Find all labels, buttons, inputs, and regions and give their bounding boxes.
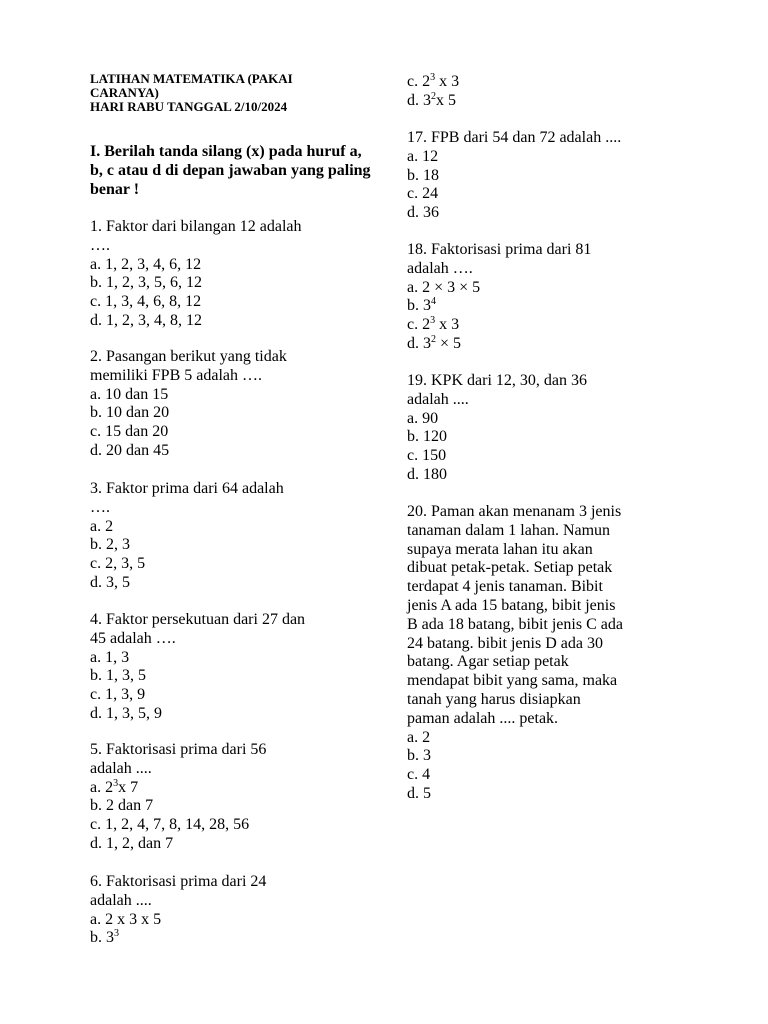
question-text: 24 batang. bibit jenis D ada 30 — [407, 634, 603, 652]
question-text: 3. Faktor prima dari 64 adalah — [90, 480, 284, 497]
option-a: a. 2 × 3 × 5 — [407, 278, 481, 296]
option-a: a. 2 — [90, 517, 114, 535]
question-text: terdapat 4 jenis tanaman. Bibit — [407, 578, 603, 596]
question-text: 6. Faktorisasi prima dari 24 — [90, 873, 267, 890]
question-5 — [90, 741, 266, 854]
option-c: c. 1, 2, 4, 7, 8, 14, 28, 56 — [90, 816, 250, 834]
option-d: d. 20 dan 45 — [90, 441, 170, 459]
option-c: c. $2^3$ x 3 — [407, 72, 460, 90]
question-text: 20. Paman akan menanam 3 jenis — [407, 503, 622, 520]
option-b: b. 3 — [407, 747, 431, 765]
header-date: HARI RABU TANGGAL 2/10/2024 — [90, 99, 288, 114]
option-c: c. 15 dan 20 — [90, 423, 169, 441]
question-text: supaya merata lahan itu akan — [407, 540, 593, 558]
question-text: 5. Faktorisasi prima dari 56 — [90, 741, 267, 758]
option-b: b. 1, 2, 3, 5, 6, 12 — [90, 274, 202, 292]
question-text: 2. Pasangan berikut yang tidak — [90, 348, 287, 365]
option-c: c. 1, 3, 9 — [90, 686, 146, 704]
option-b: b. 2, 3 — [90, 536, 130, 554]
option-d: d. 180 — [407, 465, 447, 483]
option-d: d. 5 — [407, 784, 431, 802]
question-text: adalah .... — [90, 759, 152, 777]
option-a: a. 90 — [407, 409, 439, 427]
question-text: 19. KPK dari 12, 30, dan 36 — [407, 372, 587, 389]
option-d: d. $3^2x$ 5 — [407, 90, 456, 109]
question-text: adalah .... — [90, 891, 152, 909]
question-text: 18. Faktorisasi prima dari 81 — [407, 241, 592, 258]
question-text: jenis A ada 15 batang, bibit jenis — [407, 596, 616, 614]
option-b: b. 1, 3, 5 — [90, 667, 146, 685]
question-text: 1. Faktor dari bilangan 12 adalah — [90, 218, 302, 235]
question-2 — [90, 348, 287, 461]
option-a: a. 1, 3 — [90, 648, 130, 666]
option-d: d. 36 — [407, 204, 439, 222]
question-6 — [90, 873, 266, 948]
option-a: a. 10 dan 15 — [90, 385, 169, 403]
option-b: b. 10 dan 20 — [90, 404, 170, 422]
option-d: d. 1, 2, dan 7 — [90, 834, 174, 852]
option-c: c. 4 — [407, 766, 431, 784]
question-text: memiliki FPB 5 adalah …. — [90, 366, 262, 384]
question-18 — [407, 241, 591, 354]
question-6-continued — [407, 73, 459, 111]
question-20 — [407, 503, 623, 804]
option-d: d. 1, 2, 3, 4, 8, 12 — [90, 311, 202, 329]
option-b: b. 2 dan 7 — [90, 797, 154, 815]
instruction-text: I. Berilah tanda silang (x) pada huruf a, b, c atau d di depan jawaban yang paling benar ! — [90, 143, 371, 198]
question-4 — [90, 611, 305, 724]
option-a: a. 2 — [407, 728, 431, 746]
question-text: 17. FPB dari 54 dan 72 adalah .... — [407, 129, 622, 146]
question-text: batang. Agar setiap petak — [407, 653, 569, 671]
header-title-cont: CARANYA) — [90, 85, 159, 100]
question-text: adalah …. — [407, 259, 473, 277]
question-text: 45 adalah …. — [90, 629, 176, 647]
question-text: B ada 18 batang, bibit jenis C ada — [407, 615, 623, 633]
question-19 — [407, 372, 587, 485]
option-c: c. 150 — [407, 447, 447, 465]
option-c: c. 24 — [407, 185, 439, 203]
question-text: tanah yang harus disiapkan — [407, 690, 581, 708]
question-3 — [90, 480, 284, 593]
option-b: b. 18 — [407, 166, 439, 184]
question-17 — [407, 129, 621, 223]
option-d: d. 1, 3, 5, 9 — [90, 704, 162, 722]
option-a: a. $2^3x$ 7 — [90, 777, 139, 796]
header-title: LATIHAN MATEMATIKA (PAKAI — [90, 71, 293, 86]
worksheet-header — [90, 72, 390, 114]
question-text: …. — [90, 236, 110, 254]
option-c: c. 2, 3, 5 — [90, 555, 146, 573]
question-text: 4. Faktor persekutuan dari 27 dan — [90, 611, 306, 628]
question-text: tanaman dalam 1 lahan. Namun — [407, 521, 611, 539]
question-text: dibuat petak-petak. Setiap petak — [407, 559, 613, 577]
option-a: a. 2 x 3 x 5 — [90, 910, 162, 928]
option-a: a. 1, 2, 3, 4, 6, 12 — [90, 255, 202, 273]
option-d: d. 3, 5 — [90, 573, 130, 591]
question-text: paman adalah .... petak. — [407, 709, 559, 727]
question-text: adalah .... — [407, 390, 469, 408]
option-b: b. $3^4$ — [407, 296, 436, 315]
option-a: a. 12 — [407, 147, 439, 165]
option-b: b. 120 — [407, 428, 447, 446]
option-b: b. $3^3$ — [90, 928, 119, 947]
option-c: c. $2^3$ x 3 — [407, 315, 460, 334]
question-1 — [90, 218, 302, 331]
question-text: mendapat bibit yang sama, maka — [407, 672, 618, 690]
option-c: c. 1, 3, 4, 6, 8, 12 — [90, 293, 202, 311]
question-text: …. — [90, 498, 110, 516]
option-d: d. $3^2 \times 5$ — [407, 333, 462, 352]
